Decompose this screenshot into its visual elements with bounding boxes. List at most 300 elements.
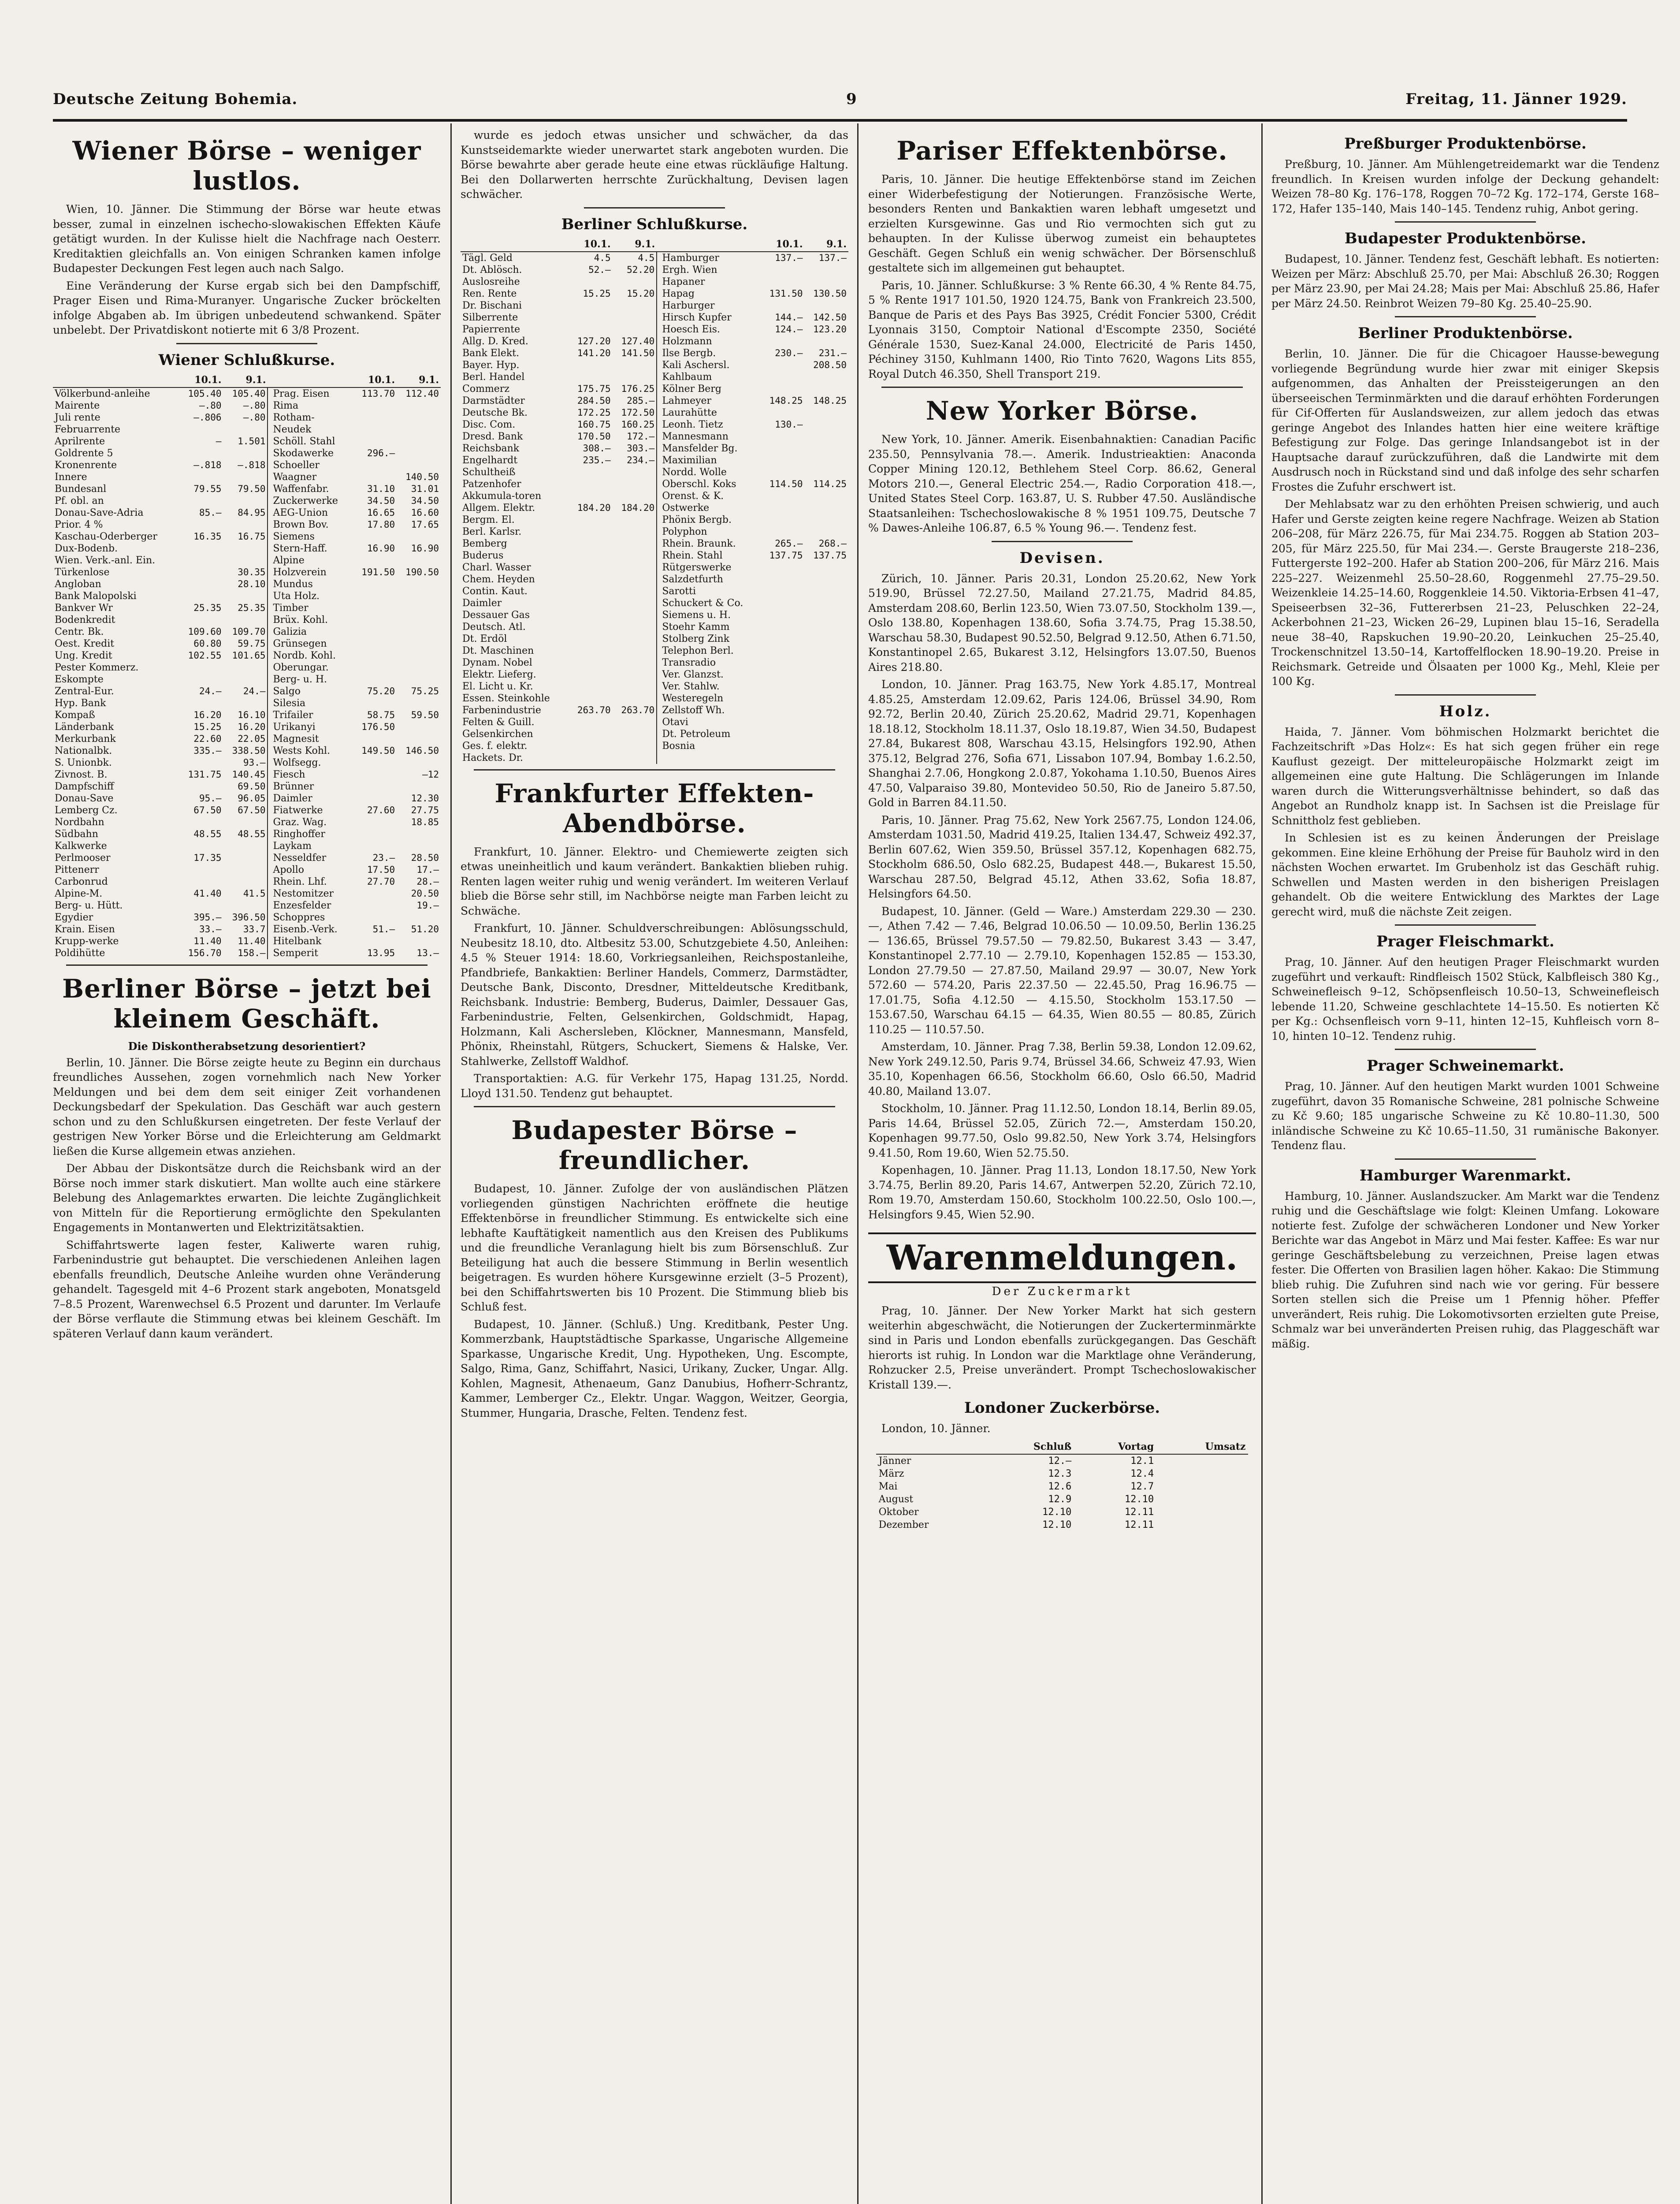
- security-name: Maximilian: [662, 454, 717, 466]
- quote-row: [53, 424, 441, 436]
- quote-value: 4.5: [638, 252, 655, 263]
- security-name: Stoehr Kamm: [662, 621, 730, 633]
- quote-value: [179, 876, 223, 888]
- quote-row: [461, 562, 848, 573]
- security-name: Timber: [273, 602, 308, 614]
- quote-row: [53, 566, 441, 578]
- quote-value: [223, 697, 268, 709]
- security-name: Mai: [878, 1481, 898, 1492]
- quote-value: [223, 447, 268, 459]
- quote-value: 95.—: [199, 793, 222, 804]
- article-paragraph: In Schlesien ist es zu keinen Änderungen der Preislage gekommen. Eine kleine Erhöhung der Preise für Bauholz wird in den nächsten Wochen erwartet. Im Grubenholz ist das Geschäft ruhig. Schwellen und Masten werden in den bisherigen Preislagen gehandelt. Ob die weitere Entwicklung des Marktes der Lage gerecht wird, muß die nächste Zeit zeigen.: [1271, 831, 1659, 918]
- security-name: Auslosreihe: [462, 276, 520, 287]
- article-paragraph: Paris, 10. Jänner. Die heutige Effektenbörse stand im Zeichen einer Widerbefestigung der Notierungen. Französische Werte, besonders Renten und Bankaktien waren lebhaft umgesetzt und erzielten Kursgewinne. Gas und Rio vermochten sich gut zu behaupten. In der Kulisse überwog zumeist ein behauptetes Geschäft. Gegen Schluß ein wenig schwächer. Der Börsenschluß gestaltete sich im allgemeinen gut behauptet.: [868, 173, 1256, 274]
- quote-value: 109.70: [232, 626, 266, 637]
- quote-value: [397, 935, 441, 947]
- quote-value: [761, 633, 804, 645]
- quote-value: [179, 578, 223, 590]
- table-divider: [657, 740, 660, 752]
- security-name: Trifailer: [273, 709, 313, 721]
- security-name: Ver. Stahlw.: [662, 681, 720, 692]
- quote-value: [397, 674, 441, 685]
- quote-value: [179, 662, 223, 674]
- quote-value: [353, 840, 397, 852]
- quote-value: [569, 300, 612, 312]
- quote-value: [397, 912, 441, 923]
- quote-row: [53, 864, 441, 876]
- quote-value: [353, 912, 397, 923]
- security-name: Lemberg Cz.: [55, 804, 118, 816]
- security-name: Hoesch Eis.: [662, 324, 720, 335]
- quote-value: [613, 276, 657, 288]
- security-name: Bodenkredit: [55, 614, 115, 625]
- quote-value: [613, 728, 657, 740]
- quote-value: 25.35: [193, 602, 222, 613]
- quote-value: [613, 740, 657, 752]
- quote-value: 130.—: [775, 419, 803, 430]
- quote-value: 113.70: [361, 388, 395, 399]
- quote-row: [53, 745, 441, 757]
- column-divider: [450, 123, 452, 2204]
- quote-value: [761, 704, 804, 716]
- table-divider: [657, 752, 660, 764]
- security-name: Kahlbaum: [662, 371, 712, 383]
- quote-value: 16.90: [367, 543, 395, 554]
- security-name: Chem. Heyden: [462, 573, 535, 585]
- security-name: Semperit: [273, 947, 318, 959]
- quote-value: 22.60: [193, 733, 222, 744]
- quote-value: [397, 590, 441, 602]
- quote-value: [353, 793, 397, 804]
- quote-value: 52.20: [627, 264, 655, 275]
- quote-value: [613, 562, 657, 573]
- quote-value: [805, 276, 849, 288]
- security-name: Mannesmann: [662, 431, 728, 442]
- security-name: Schoeller: [273, 459, 320, 471]
- quote-value: [761, 562, 804, 573]
- quote-value: [613, 716, 657, 728]
- column-header: 9.1.: [613, 238, 657, 252]
- security-name: Prag. Eisen: [273, 388, 330, 399]
- article-paragraph: Berlin, 10. Jänner. Die für die Chicagoer Hausse-bewegung vorliegende Begründung wurde hier zwar mit einiger Skepsis aufgenommen, das Anhalten der Preissteigerungen an den überseeischen Terminmärkten und die darauf erhöhten Forderungen für Cif-Offerten für Auslandsweizen, zur allem jedoch das etwas geringe Angebot des Inlandes hatten hier eine weitere kräftige Befestigung zur Folge. Das geringe Inlandsangebot ist in der Hauptsache darauf zurückzuführen, daß die Landwirte mit dem Ausdrusch noch in Rückstand sind und daß infolge des sehr scharfen Frostes die Zufuhr erschwert ist.: [1271, 347, 1659, 493]
- column-header: [461, 238, 569, 252]
- quote-value: [805, 407, 849, 419]
- section-title-budapester-produkten: Budapester Produktenbörse.: [1344, 230, 1587, 247]
- security-name: Telephon Berl.: [662, 645, 734, 656]
- quote-value: [179, 590, 223, 602]
- security-name: Pester Kommerz.: [55, 662, 139, 673]
- quote-value: 142.50: [813, 312, 847, 323]
- quote-value: 16.35: [193, 531, 222, 542]
- quote-value: [353, 626, 397, 638]
- quote-value: [397, 626, 441, 638]
- sugar-row: [876, 1480, 1249, 1493]
- quote-value: [1156, 1519, 1248, 1531]
- table-divider: [268, 590, 271, 602]
- quote-value: 101.65: [232, 650, 266, 661]
- quote-value: [397, 436, 441, 447]
- security-name: Apollo: [273, 864, 305, 875]
- table-divider: [657, 573, 660, 585]
- quote-value: [179, 900, 223, 912]
- quote-value: 48.55: [238, 828, 266, 839]
- article-paragraph: Zürich, 10. Jänner. Paris 20.31, London 25.20.62, New York 519.90, Brüssel 72.27.50, Mailand 27.21.75, Madrid 84.85, Amsterdam 208.60, Berlin 123.50, Wien 73.07.50, Stockholm 139.—, Oslo 138.80, Kopenhagen 138.60, Sofia 3.74.75, Prag 15.38.50, Warschau 58.30, Budapest 90.52.50, Belgrad 9.12.50, Athen 6.71.50, Konstantinopel 2.65, Bukarest 3.12, Helsingfors 13.07.50, Buenos Aires 218.80.: [868, 572, 1256, 674]
- table-divider: [268, 387, 271, 400]
- security-name: Angloban: [55, 578, 101, 590]
- quote-row: [53, 400, 441, 412]
- table-divider: [657, 669, 660, 681]
- security-name: Dt. Maschinen: [462, 645, 534, 656]
- section-title-holz: Holz.: [1439, 702, 1492, 720]
- security-name: Wolfsegg.: [273, 757, 321, 768]
- quote-value: [397, 578, 441, 590]
- quote-value: [397, 531, 441, 543]
- security-name: Wien. Verk.-anl. Ein.: [55, 555, 156, 566]
- quote-row: [53, 483, 441, 495]
- quote-value: [613, 466, 657, 478]
- column-divider: [1261, 123, 1263, 2204]
- security-name: Elektr. Lieferg.: [462, 669, 536, 680]
- quote-value: 67.50: [193, 804, 222, 815]
- section-title-frankfurter: Frankfurter Effekten-Abendbörse.: [494, 778, 814, 838]
- security-name: Centr. Bk.: [55, 626, 104, 637]
- security-name: Ilse Bergb.: [662, 347, 716, 359]
- security-name: Salgo: [273, 685, 301, 697]
- security-name: Engelhardt: [462, 454, 518, 466]
- quote-row: [53, 804, 441, 816]
- security-name: Rhein. Stahl: [662, 550, 723, 561]
- security-name: Salzdetfurth: [662, 573, 723, 585]
- quote-value: [613, 550, 657, 562]
- quote-value: [223, 662, 268, 674]
- security-name: Graz. Wag.: [273, 816, 327, 828]
- security-name: Zentral-Eur.: [55, 685, 114, 697]
- table-divider: [657, 454, 660, 466]
- quote-row: [461, 300, 848, 312]
- quote-value: [569, 490, 612, 502]
- quote-value: [569, 621, 612, 633]
- security-name: Magnesit: [273, 733, 319, 745]
- security-name: Ringhoffer: [273, 828, 325, 840]
- quote-value: 149.50: [361, 745, 395, 756]
- security-name: Otavi: [662, 716, 688, 728]
- quote-row: [461, 288, 848, 300]
- quote-value: 12.9: [1048, 1493, 1072, 1505]
- security-name: Silesia: [273, 697, 306, 709]
- quote-value: [761, 585, 804, 597]
- quote-value: 265.—: [775, 538, 803, 549]
- table-divider: [657, 264, 660, 276]
- security-name: Schöll. Stahl: [273, 436, 335, 447]
- quote-row: [53, 935, 441, 947]
- quote-value: 58.75: [367, 709, 395, 720]
- table-divider: [657, 395, 660, 407]
- quote-value: 172.—: [627, 431, 655, 442]
- quote-row: [53, 781, 441, 793]
- quote-value: [805, 609, 849, 621]
- security-name: Oberschl. Koks: [662, 478, 736, 490]
- table-divider: [657, 407, 660, 419]
- quote-value: [805, 728, 849, 740]
- security-name: Nordd. Wolle: [662, 466, 727, 478]
- article-paragraph: Budapest, 10. Jänner. (Geld — Ware.) Amsterdam 229.30 — 230.—, Athen 7.42 — 7.46, Belgrad 10.06.50 — 10.09.50, Berlin 136.25 — 136.65, Brüssel 79.57.50 — 79.82.50, Bukarest 3.43 — 3.47, Konstantinopel 2.77.10 — 2.79.10, Kopenhagen 152.85 — 153.30, London 27.79.50 — 27.87.50, Mailand 29.97 — 30.07, New York 572.60 — 574.20, Paris 22.37.50 — 22.45.50, Prag 16.96.75 — 17.01.75, Sofia 4.12.50 — 4.15.50, Stockholm 153.17.50 — 153.67.50, Warschau 64.15 — 64.35, Wien 80.55 — 80.85, Zürich 110.25 — 110.57.50.: [868, 905, 1256, 1036]
- quote-value: [569, 692, 612, 704]
- quote-value: [761, 443, 804, 454]
- quote-value: 75.25: [411, 685, 439, 696]
- quote-value: 160.25: [621, 419, 655, 430]
- quote-row: [461, 371, 848, 383]
- quote-value: 96.05: [238, 793, 266, 804]
- quote-value: 59.50: [411, 709, 439, 720]
- quote-value: [179, 495, 223, 507]
- quote-row: [53, 912, 441, 923]
- quote-row: [461, 716, 848, 728]
- quote-value: 17.50: [367, 864, 395, 875]
- quote-row: [461, 252, 848, 264]
- security-name: Charl. Wasser: [462, 562, 531, 573]
- quote-value: [353, 424, 397, 436]
- quote-value: [353, 638, 397, 650]
- quote-row: [53, 757, 441, 769]
- section-title-budapester: Budapester Börse – freundlicher.: [511, 1115, 798, 1175]
- security-name: Donau-Save: [55, 793, 114, 804]
- quote-value: 396.50: [232, 912, 266, 923]
- quote-value: [805, 300, 849, 312]
- security-name: Farbenindustrie: [462, 704, 541, 716]
- quote-value: [353, 555, 397, 566]
- security-name: Bergm. El.: [462, 514, 515, 525]
- quote-value: 172.50: [621, 407, 655, 418]
- security-name: [660, 752, 761, 764]
- table-divider: [657, 288, 660, 300]
- quote-value: 231.—: [818, 347, 847, 358]
- security-name: Hirsch Kupfer: [662, 312, 732, 323]
- article-paragraph: wurde es jedoch etwas unsicher und schwächer, da das Kunstseidemarkte wieder unerwartet stark angeboten wurden. Die Börse bewahrte aber gerade heute eine etwas rückläufige Haltung. Bei den Dollarwerten herrschte Zurückhaltung, Devisen lagen schwächer.: [461, 129, 848, 201]
- quote-value: [569, 526, 612, 538]
- security-name: Reichsbank: [462, 443, 520, 454]
- quote-value: 140.45: [232, 769, 266, 780]
- quote-value: [179, 566, 223, 578]
- security-name: Oktober: [878, 1506, 919, 1518]
- security-name: Berl. Karlsr.: [462, 526, 522, 537]
- table-divider: [657, 692, 660, 704]
- quote-value: 28.—: [416, 876, 439, 887]
- table-divider: [268, 816, 271, 828]
- article-paragraph: Prag, 10. Jänner. Auf den heutigen Prager Fleischmarkt wurden zugeführt und verkauft: Rindfleisch 1502 Stück, Kalbfleisch 380 Kg., Schweinefleisch 9–12, Schöpsenfleisch 10.50–13, Schweinefleisch lebende 11.20, Schweine geschlachtete 14–15.50. Es notierten Kč per Kg.: Ochsenfleisch vorn 9–11, hinten 12–15, Kuhfleisch vorn 8–10, hinten 10–12. Tendenz ruhig.: [1271, 956, 1659, 1042]
- table-divider: [268, 864, 271, 876]
- column-divider: [857, 123, 859, 2204]
- quote-value: [805, 669, 849, 681]
- quote-row: [461, 681, 848, 692]
- security-name: Nordb. Kohl.: [273, 650, 336, 661]
- quote-value: [223, 424, 268, 436]
- quote-value: 15.20: [627, 288, 655, 299]
- quote-value: [761, 300, 804, 312]
- quote-value: 33.—: [199, 923, 222, 934]
- security-name: Mairente: [55, 400, 100, 411]
- quote-value: 230.—: [775, 347, 803, 358]
- security-name: Bemberg: [462, 538, 507, 549]
- security-name: Dampfschiff: [55, 781, 114, 792]
- quote-value: [569, 752, 612, 764]
- security-name: Tägl. Geld: [462, 252, 513, 264]
- quote-row: [53, 733, 441, 745]
- security-name: Mansfelder Bg.: [662, 443, 738, 454]
- quote-value: 184.20: [621, 502, 655, 513]
- quote-row: [461, 657, 848, 669]
- table-divider: [657, 347, 660, 359]
- article-paragraph: Prag, 10. Jänner. Der New Yorker Markt hat sich gestern weiterhin abgeschwächt, die Notierungen der Zuckerterminmärkte sind in Paris und London ebenfalls zurückgegangen. Das Geschäft hierorts ist ruhig. In London war die Marktlage ohne Veränderung, Rohzucker 2.5, Preise unverändert. Prompt Tschechoslowakischer Kristall 139.—.: [868, 1304, 1256, 1391]
- column-3: [868, 128, 1256, 2204]
- quote-value: 17.80: [367, 519, 395, 530]
- quote-value: [179, 447, 223, 459]
- security-name: Laurahütte: [662, 407, 717, 418]
- quote-value: [223, 864, 268, 876]
- quote-value: [353, 531, 397, 543]
- security-name: Ges. f. elektr.: [462, 740, 528, 752]
- quote-value: [613, 692, 657, 704]
- quote-value: [761, 621, 804, 633]
- section-rule: [584, 207, 725, 208]
- quote-value: 137.75: [813, 550, 847, 561]
- quote-row: [53, 650, 441, 662]
- quote-value: [353, 888, 397, 900]
- security-name: Dt. Erdöl: [462, 633, 507, 644]
- quote-row: [461, 514, 848, 526]
- quote-value: 170.50: [577, 431, 611, 442]
- security-name: Orenst. & K.: [662, 490, 724, 502]
- quote-value: 296.—: [367, 447, 395, 458]
- londoner-zucker-table: [876, 1440, 1249, 1531]
- quote-value: [569, 657, 612, 669]
- column-header: 9.1.: [397, 373, 441, 387]
- table-title-berliner-schlusskurse: Berliner Schlußkurse.: [561, 215, 748, 233]
- security-name: Bosnia: [662, 740, 695, 752]
- quote-value: [805, 645, 849, 657]
- security-name: Daimler: [273, 793, 312, 804]
- quote-row: [461, 704, 848, 716]
- quote-value: [397, 721, 441, 733]
- security-name: AEG-Union: [273, 507, 328, 518]
- quote-value: [805, 514, 849, 526]
- table-divider: [657, 716, 660, 728]
- quote-row: [53, 876, 441, 888]
- quote-value: [179, 543, 223, 555]
- quote-row: [53, 923, 441, 935]
- table-divider: [657, 633, 660, 645]
- security-name: Deutsche Bk.: [462, 407, 528, 418]
- quote-value: [805, 490, 849, 502]
- quote-value: 338.50: [232, 745, 266, 756]
- quote-value: 17.65: [411, 519, 439, 530]
- quote-value: [613, 490, 657, 502]
- quote-row: [461, 466, 848, 478]
- quote-value: [223, 614, 268, 626]
- quote-value: [569, 716, 612, 728]
- security-name: Nesseldfer: [273, 852, 327, 864]
- quote-value: 235.—: [583, 454, 611, 465]
- quote-value: [805, 371, 849, 383]
- quote-value: [397, 781, 441, 793]
- quote-value: [613, 585, 657, 597]
- security-name: Akkumula-toren: [462, 490, 542, 502]
- quote-value: 27.70: [367, 876, 395, 887]
- table-divider: [268, 828, 271, 840]
- table-divider: [657, 238, 660, 252]
- quote-value: 31.01: [411, 483, 439, 494]
- quote-row: [461, 276, 848, 288]
- quote-value: 12.10: [1124, 1493, 1154, 1505]
- quote-value: —.80: [199, 400, 222, 411]
- security-name: Grünsegen: [273, 638, 327, 649]
- quote-value: 24.—: [199, 685, 222, 696]
- column-4: [1271, 128, 1659, 2204]
- security-name: Papierrente: [462, 324, 520, 335]
- quote-value: [353, 436, 397, 447]
- security-name: Juli rente: [55, 412, 100, 423]
- article-paragraph: Der Abbau der Diskontsätze durch die Reichsbank wird an der Börse noch immer stark diskutiert. Man wollte auch eine stärkere Belebung des Anlagemarktes erwarten. Die leichte Zugänglichkeit von Mitteln für die Reportierung ermöglichte den Spekulanten Engagements in Montanwerten und Elektrizitätsaktien.: [53, 1162, 441, 1234]
- quote-value: [353, 816, 397, 828]
- quote-value: [805, 454, 849, 466]
- quote-value: 93.—: [243, 757, 266, 768]
- quote-value: [179, 757, 223, 769]
- column-header: Vortag: [1074, 1440, 1156, 1454]
- table-divider: [268, 412, 271, 424]
- security-name: Gelsenkirchen: [462, 728, 533, 740]
- security-name: Ergh. Wien: [662, 264, 717, 276]
- quote-value: 13.—: [416, 947, 439, 958]
- quote-value: [761, 573, 804, 585]
- table-divider: [657, 597, 660, 609]
- quote-row: [53, 685, 441, 697]
- quote-row: [461, 597, 848, 609]
- column-header: 10.1.: [179, 373, 223, 387]
- table-divider: [657, 681, 660, 692]
- quote-value: [805, 681, 849, 692]
- quote-value: 51.—: [372, 923, 395, 934]
- quote-row: [53, 447, 441, 459]
- table-divider: [657, 300, 660, 312]
- security-name: Dresd. Bank: [462, 431, 523, 442]
- table-divider: [657, 585, 660, 597]
- security-name: Ung. Kredit: [55, 650, 112, 661]
- quote-value: 19.—: [416, 900, 439, 911]
- security-name: Eskompte: [55, 674, 104, 685]
- security-name: Oest. Kredit: [55, 638, 115, 649]
- quote-value: [761, 490, 804, 502]
- quote-value: [397, 828, 441, 840]
- security-name: Lahmeyer: [662, 395, 712, 406]
- quote-value: 17.—: [416, 864, 439, 875]
- security-name: Brown Bov.: [273, 519, 329, 530]
- quote-value: [397, 614, 441, 626]
- quote-value: [353, 781, 397, 793]
- quote-value: 25.35: [238, 602, 266, 613]
- quote-row: [461, 478, 848, 490]
- security-name: Galizia: [273, 626, 307, 637]
- quote-value: [761, 359, 804, 371]
- berliner-schlusskurse-table: [461, 238, 848, 764]
- quote-value: 175.75: [577, 383, 611, 394]
- quote-value: [613, 609, 657, 621]
- security-name: Contin. Kaut.: [462, 585, 528, 597]
- security-name: Goldrente 5: [55, 447, 113, 459]
- quote-row: [461, 443, 848, 454]
- quote-value: 28.10: [238, 578, 266, 589]
- quote-value: 176.25: [621, 383, 655, 394]
- table-divider: [657, 478, 660, 490]
- quote-value: 12.3: [1048, 1468, 1072, 1479]
